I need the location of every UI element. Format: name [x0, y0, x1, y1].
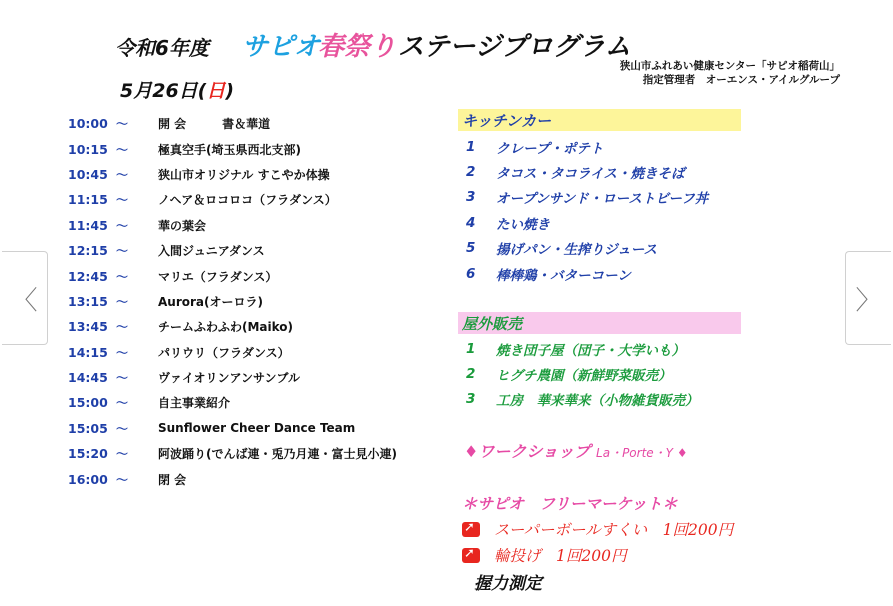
schedule-tilde: ～	[116, 269, 129, 284]
schedule-row	[68, 111, 448, 136]
schedule-time: 13:15	[68, 293, 108, 309]
item-label: タコス・タコライス・焼きそば	[496, 166, 685, 183]
schedule-time: 12:45	[68, 268, 108, 284]
event-date	[120, 76, 234, 103]
flea-item-2	[462, 544, 626, 566]
schedule-tilde: ～	[116, 472, 129, 487]
schedule-tilde: ～	[116, 371, 129, 386]
schedule-row	[68, 340, 448, 365]
item-label: 揚げパン・生搾りジュース	[496, 242, 658, 259]
schedule-tilde: ～	[116, 294, 129, 309]
item-number: 3	[466, 391, 476, 408]
item-label: たい焼き	[496, 216, 550, 233]
title-stage-program: ステージプログラム	[398, 32, 631, 62]
schedule-time: 15:00	[68, 395, 108, 411]
schedule-event: チームふわふわ(Maiko)	[158, 320, 294, 335]
flea-item-2-label: 輪投げ 1回200円	[494, 547, 627, 565]
schedule-time: 15:20	[68, 446, 108, 462]
schedule-time: 13:45	[68, 319, 108, 335]
schedule-row	[68, 466, 448, 491]
item-label: ヒグチ農園（新鮮野菜販売）	[496, 368, 672, 385]
schedule-tilde: ～	[116, 142, 129, 157]
schedule-time: 15:05	[68, 420, 108, 436]
item-number: 2	[466, 164, 476, 181]
flea-item-1	[462, 518, 733, 540]
flea-item-1-label: スーパーボールすくい 1回200円	[494, 521, 734, 539]
stage-schedule	[68, 111, 448, 492]
item-number: 5	[466, 240, 476, 257]
item-label: 焼き団子屋（団子・大学いも）	[496, 342, 685, 359]
schedule-time: 10:45	[68, 166, 108, 182]
schedule-tilde: ～	[116, 345, 129, 360]
list-item	[466, 210, 708, 235]
item-label: クレープ・ポテト	[496, 140, 604, 157]
schedule-event: ノヘア＆ロコロコ（フラダンス）	[158, 193, 337, 208]
schedule-time: 16:00	[68, 471, 108, 487]
schedule-time: 11:45	[68, 217, 108, 233]
schedule-event: Sunflower Cheer Dance Team	[158, 421, 356, 436]
schedule-tilde: ～	[116, 167, 129, 182]
next-slide-button[interactable]	[845, 251, 891, 345]
schedule-tilde: ～	[116, 193, 129, 208]
schedule-event: 阿波踊り(でんば連・兎乃月連・富士見小連)	[158, 447, 397, 462]
item-number: 1	[466, 138, 476, 155]
list-item	[466, 336, 699, 361]
item-number: 2	[466, 366, 476, 383]
schedule-tilde: ～	[116, 421, 129, 436]
schedule-event: Aurora(オーロラ)	[158, 294, 263, 309]
schedule-tilde: ～	[116, 218, 129, 233]
list-item	[466, 387, 699, 412]
kitchen-car-heading: キッチンカー	[458, 109, 741, 131]
schedule-event: 狭山市オリジナル すこやか体操	[158, 167, 330, 182]
schedule-row	[68, 187, 448, 212]
chevron-left-icon: 〈	[11, 285, 38, 316]
prev-slide-button[interactable]	[2, 251, 48, 345]
chevron-right-icon: 〉	[855, 285, 882, 316]
schedule-time: 14:45	[68, 370, 108, 386]
workshop-sub: La・Porte・Y ♦	[596, 446, 688, 460]
schedule-row	[68, 238, 448, 263]
schedule-event: 自主事業紹介	[158, 396, 231, 411]
workshop-title: ♦ワークショップ	[464, 442, 591, 461]
workshop	[464, 439, 688, 462]
schedule-event: 極真空手(埼玉県西北支部)	[158, 142, 301, 157]
flea-market-title: ＊サピオ フリーマーケット＊	[462, 495, 678, 513]
list-item	[466, 261, 708, 286]
organizer-line-2: 指定管理者 オーエンス・アイルグループ	[642, 74, 840, 86]
date-prefix: 5月26日(	[120, 80, 207, 102]
schedule-time: 11:15	[68, 192, 108, 208]
schedule-row	[68, 289, 448, 314]
schedule-tilde: ～	[116, 244, 129, 259]
list-item	[466, 185, 708, 210]
schedule-row	[68, 365, 448, 390]
title-sapio: サピオ	[242, 32, 321, 62]
item-number: 6	[466, 265, 476, 282]
item-number: 3	[466, 189, 476, 206]
schedule-row	[68, 136, 448, 161]
schedule-time: 10:00	[68, 116, 108, 132]
list-item	[466, 361, 699, 386]
date-day: 日	[206, 80, 226, 102]
date-suffix: )	[225, 80, 235, 102]
schedule-row	[68, 213, 448, 238]
schedule-row	[68, 314, 448, 339]
era-label: 令和6年度	[115, 36, 209, 60]
list-item	[466, 134, 708, 159]
schedule-event: マリエ（フラダンス）	[158, 269, 278, 284]
outdoor-sales-list	[466, 336, 699, 412]
grip-strength-test: 握力測定	[474, 574, 542, 594]
schedule-tilde: ～	[116, 447, 129, 462]
outdoor-sales-heading: 屋外販売	[458, 312, 741, 334]
schedule-time: 12:15	[68, 243, 108, 259]
list-item	[466, 159, 708, 184]
kitchen-car-list	[466, 134, 708, 286]
organizer-line-1: 狭山市ふれあい健康センター「サピオ稲荷山」	[619, 60, 840, 72]
schedule-row	[68, 441, 448, 466]
schedule-tilde: ～	[116, 117, 129, 132]
item-label: 工房 華来華来（小物雑貨販売）	[496, 393, 699, 410]
schedule-row	[68, 416, 448, 441]
schedule-event: ヴァイオリンアンサンブル	[158, 371, 300, 386]
title-spring-festival: 春祭り	[318, 32, 397, 62]
schedule-row	[68, 390, 448, 415]
list-item	[466, 236, 708, 261]
schedule-time: 14:15	[68, 344, 108, 360]
schedule-event: パリウリ（フラダンス）	[158, 345, 290, 360]
schedule-row	[68, 162, 448, 187]
schedule-event: 華の葉会	[158, 218, 207, 233]
item-label: オープンサンド・ローストビーフ丼	[496, 191, 709, 208]
schedule-time: 10:15	[68, 141, 108, 157]
item-label: 棒棒鶏・バターコーン	[496, 267, 631, 284]
schedule-row	[68, 263, 448, 288]
ticket-icon	[462, 522, 480, 537]
schedule-event: 閉 会	[158, 472, 187, 487]
schedule-event: 入間ジュニアダンス	[158, 244, 265, 259]
schedule-event: 開 会 書＆華道	[158, 117, 271, 132]
item-number: 1	[466, 340, 476, 357]
schedule-tilde: ～	[116, 396, 129, 411]
schedule-tilde: ～	[116, 320, 129, 335]
item-number: 4	[466, 214, 476, 231]
ticket-icon	[462, 548, 480, 563]
